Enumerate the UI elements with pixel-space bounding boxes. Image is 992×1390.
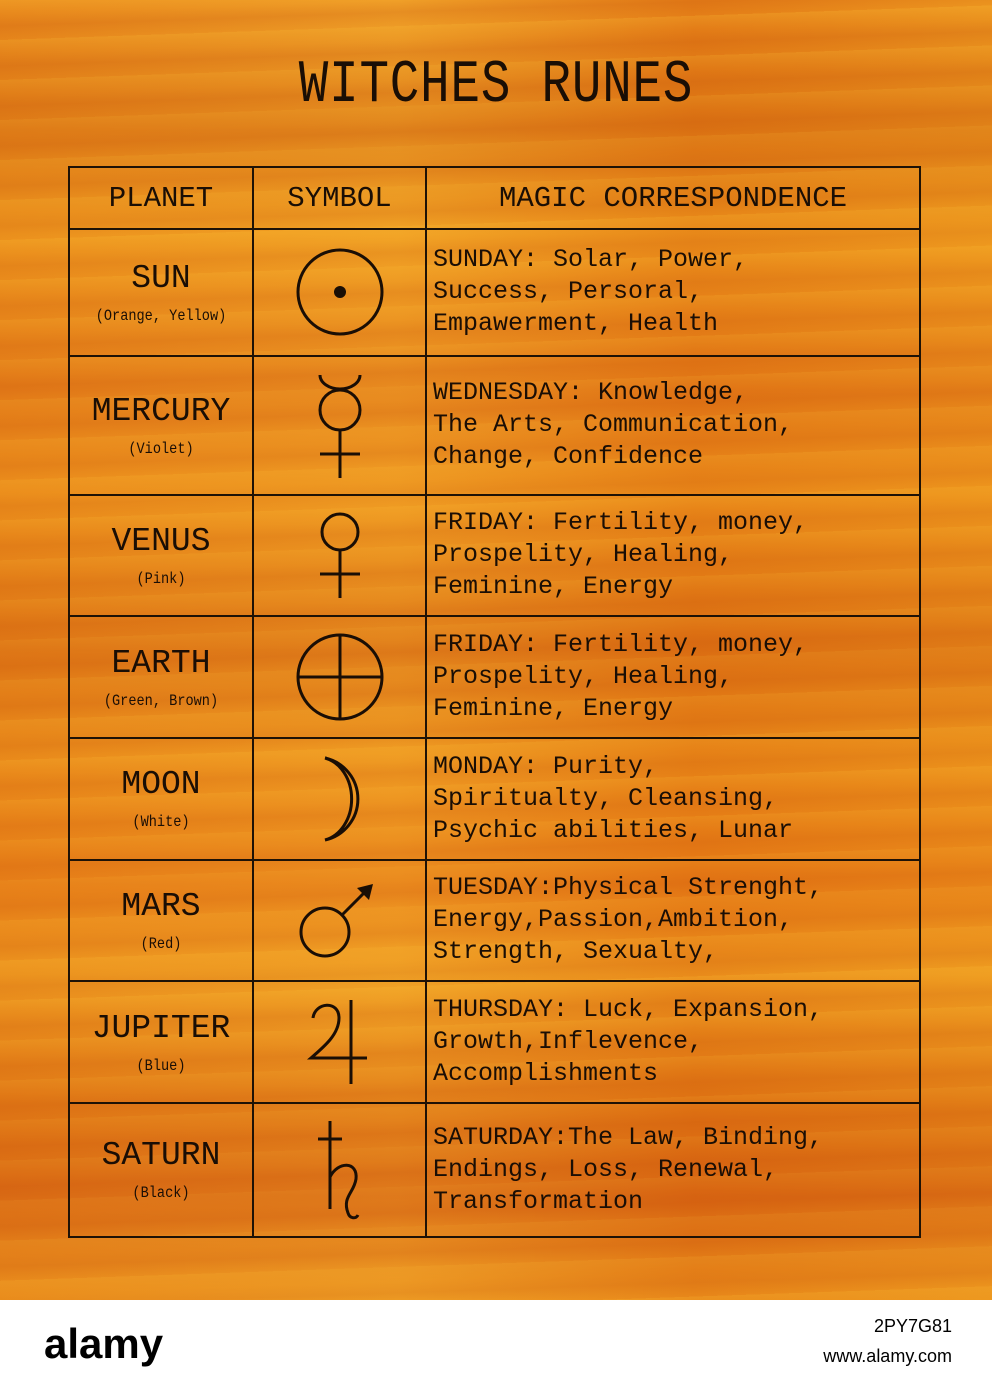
correspondence-cell: FRIDAY: Fertility, money, Prospelity, Healing, Feminine, Energy xyxy=(426,616,920,738)
header-correspondence: MAGIC CORRESPONDENCE xyxy=(426,167,920,229)
table-row xyxy=(69,229,920,356)
correspondence-cell: THURSDAY: Luck, Expansion, Growth,Inflevence, Accomplishments xyxy=(426,981,920,1103)
planet-name: SATURN xyxy=(101,1137,221,1175)
earth-symbol-icon xyxy=(292,629,388,725)
planet-cell xyxy=(69,981,253,1103)
symbol-cell xyxy=(253,616,426,738)
planet-cell xyxy=(69,860,253,982)
symbol-cell xyxy=(253,495,426,617)
correspondence-cell: FRIDAY: Fertility, money, Prospelity, Healing, Feminine, Energy xyxy=(426,495,920,617)
planet-name: VENUS xyxy=(111,522,211,560)
correspondence-cell: MONDAY: Purity, Spiritualty, Cleansing, Psychic abilities, Lunar xyxy=(426,738,920,860)
saturn-symbol-icon xyxy=(310,1117,370,1223)
table-row xyxy=(69,860,920,982)
planet-name: JUPITER xyxy=(91,1009,231,1047)
planet-colors: (Red) xyxy=(140,934,182,953)
runes-table xyxy=(68,166,921,1238)
symbol-cell xyxy=(253,1103,426,1237)
mercury-symbol-icon xyxy=(305,370,375,480)
correspondence-cell: SUNDAY: Solar, Power, Success, Persoral, Empawerment, Health xyxy=(426,229,920,356)
planet-cell xyxy=(69,229,253,356)
table-row xyxy=(69,616,920,738)
planet-colors: (Orange, Yellow) xyxy=(95,306,227,325)
table-row xyxy=(69,981,920,1103)
watermark-logo: alamy xyxy=(44,1320,164,1367)
symbol-cell xyxy=(253,356,426,495)
symbol-cell xyxy=(253,981,426,1103)
planet-cell xyxy=(69,356,253,495)
header-planet: PLANET xyxy=(69,167,253,229)
correspondence-cell: TUESDAY:Physical Strenght, Energy,Passion,Ambition, Strength, Sexualty, xyxy=(426,860,920,982)
planet-colors: (Green, Brown) xyxy=(103,691,219,710)
watermark-bar xyxy=(0,1300,992,1390)
table-header-row xyxy=(69,167,920,229)
planet-name: MERCURY xyxy=(91,392,231,430)
symbol-cell xyxy=(253,229,426,356)
mars-symbol-icon xyxy=(295,880,385,960)
planet-cell xyxy=(69,495,253,617)
table-row xyxy=(69,738,920,860)
site-link[interactable]: www.alamy.com xyxy=(823,1346,952,1366)
symbol-cell xyxy=(253,738,426,860)
table-row xyxy=(69,1103,920,1237)
correspondence-cell: SATURDAY:The Law, Binding, Endings, Loss, Renewal, Transformation xyxy=(426,1103,920,1237)
planet-name: SUN xyxy=(131,259,191,297)
planet-name: MARS xyxy=(121,887,201,925)
sun-symbol-icon xyxy=(290,242,390,342)
planet-colors: (Pink) xyxy=(136,569,186,588)
venus-symbol-icon xyxy=(305,510,375,600)
planet-name: EARTH xyxy=(111,644,211,682)
jupiter-symbol-icon xyxy=(305,996,375,1088)
planet-cell xyxy=(69,738,253,860)
planet-colors: (White) xyxy=(132,813,190,832)
planet-colors: (Blue) xyxy=(136,1056,186,1075)
table-row xyxy=(69,356,920,495)
correspondence-cell: WEDNESDAY: Knowledge, The Arts, Communication, Change, Confidence xyxy=(426,356,920,495)
planet-cell xyxy=(69,1103,253,1237)
moon-symbol-icon xyxy=(305,752,375,846)
planet-colors: (Black) xyxy=(132,1184,190,1203)
image-id: 2PY7G81 xyxy=(873,1316,952,1336)
page-title: WITCHES RUNES xyxy=(298,52,694,120)
planet-name: MOON xyxy=(121,766,201,804)
planet-cell xyxy=(69,616,253,738)
symbol-cell xyxy=(253,860,426,982)
table-row xyxy=(69,495,920,617)
header-symbol: SYMBOL xyxy=(253,167,426,229)
planet-colors: (Violet) xyxy=(128,439,194,458)
